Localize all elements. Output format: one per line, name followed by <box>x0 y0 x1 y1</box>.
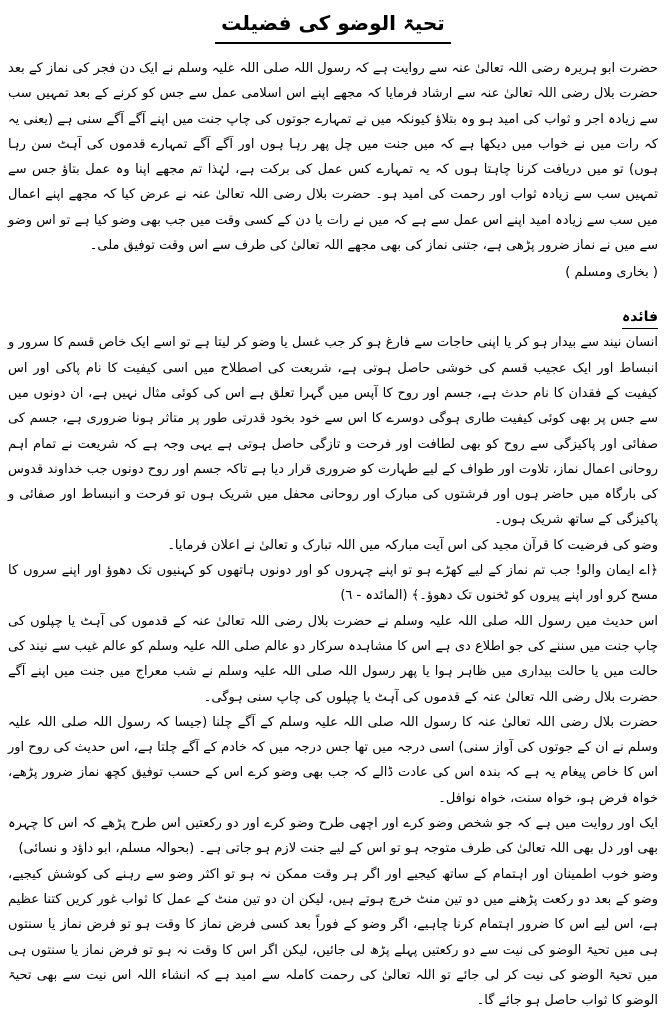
hadith-source: ( بخاری ومسلم ) <box>565 265 658 281</box>
benefit-paragraph-2: وضو کی فرضیت کا قرآن مجید کی اس آیت مبارکہ میں اللہ تبارک و تعالیٰ نے اعلان فرمایا۔ <box>167 537 658 553</box>
title-container <box>8 8 658 52</box>
explanation-paragraph-2: حضرت بلال رضی اللہ تعالیٰ عنہ کا رسول اللہ صلی اللہ علیہ وسلم کے آگے چلنا (جیسا کہ رسول اللہ صلی اللہ علیہ وسلم نے ان کے جوتوں کی آواز سنی) اسی درجہ میں تھا جس درجہ میں کہ خادم کے آگے چلتا ہے، اس حدیث کی روح اور اس کا خاص پیغام یہ ہے کہ بندہ اس کی عادت ڈالے کہ جب بھی وضو کرے اس کے حسب توفیق کچھ نماز ضرور پڑھے، خواہ فرض ہو، خواہ سنت، خواہ نوافل۔ <box>8 714 658 806</box>
hadith-paragraph: حضرت ابو ہریرہ رضی اللہ تعالیٰ عنہ سے روایت ہے کہ رسول اللہ صلی اللہ علیہ وسلم نے ایک دن فجر کی نماز کے بعد حضرت بلال رضی اللہ تعالیٰ عنہ سے ارشاد فرمایا کہ مجھے اپنے اس اسلامی عمل سے جس کو کرنے کے بعد تمہیں سب سے زیادہ اجر و ثواب کی امید ہو وہ بتلاؤ کیونکہ میں نے تمہارے جوتوں کی چاپ جنت میں اپنے آگے آگے سنی ہے (یعنی یہ کہ رات میں نے خواب میں دیکھا ہے کہ میں جنت میں چل پھر رہا ہوں اور آگے آگے تمہارے قدموں کی آہٹ سن رہا ہوں) تو میں دریافت کرنا چاہتا ہوں کہ یہ تمہارے کس عمل کی برکت ہے، لہٰذا تم مجھے اپنا وہ عمل بتاؤ جس سے تمہیں سب سے زیادہ ثواب اور رحمت کی امید ہو۔ حضرت بلال رضی اللہ تعالیٰ عنہ نے عرض کیا کہ مجھے اپنے اعمال میں سب سے زیادہ امید اپنے اس عمل سے ہے کہ میں نے رات یا دن کے کسی وقت میں جب بھی وضو کیا ہے تو اس وضو سے میں نے نماز ضرور پڑھی ہے، جتنی نماز کی بھی مجھے اللہ تعالیٰ کی طرف سے اس وقت توفیق ملی۔ <box>8 61 658 254</box>
advice-paragraph: وضو خوب اطمینان اور اہتمام کے ساتھ کیجیے اور اگر ہر وقت ممکن نہ ہو تو اکثر وضو سے رہنے کی کوشش کیجیے، وضو کے بعد دو رکعت پڑھنے میں دو تین منٹ خرچ ہوتے ہیں، لیکن ان دو تین منٹ کے عمل کا ثواب غور کریں کتنا عظیم ہے، اس لیے اس کا ضرور اہتمام کرنا چاہیے، اگر وضو کے فوراً بعد کسی فرض نماز کا وقت ہو تو فرض نماز یا سنتوں ہی میں تحیۃ الوضو کی نیت سے دو رکعتیں پہلے پڑھ لی جائیں، لیکن اگر اس کا وقت نہ ہو تو فرض نماز یا سنتوں ہی میں تحیۃ الوضو کی نیت کر لی جائے تو اللہ تعالیٰ کی رحمت کاملہ سے امید ہے کہ انشاء اللہ اس نیت سے بھی تحیۃ الوضو کا ثواب حاصل ہو جائے گا۔ <box>8 866 658 1009</box>
explanation-paragraph-1: اس حدیث میں رسول اللہ صلی اللہ علیہ وسلم نے حضرت بلال رضی اللہ تعالیٰ عنہ کے قدموں کی آہٹ یا چپلوں کی چاپ جنت میں سننے کی جو اطلاع دی ہے اس کا مشاہدہ سرکار دو عالم صلی اللہ علیہ وسلم کو عالم غیب سے نیند کی حالت میں یا حالت بیداری میں ظاہر ہوا یا پھر رسول اللہ صلی اللہ علیہ وسلم نے شب معراج میں جنت میں اپنے آگے حضرت بلال رضی اللہ تعالیٰ عنہ کے قدموں کی آہٹ یا چپلوں کی چاپ سنی ہوگی۔ <box>8 613 658 705</box>
page-title: تحیۃ الوضو کی فضیلت <box>215 8 451 44</box>
benefit-paragraph-1: انسان نیند سے بیدار ہو کر یا اپنی حاجات سے فارغ ہو کر جب غسل یا وضو کر لیتا ہے تو اسے ایک خاص قسم کا سرور و انبساط اور ایک عجیب قسم کی خوشی حاصل ہوتی ہے، شریعت کی اصطلاح میں اسی کیفیت کا نام پاکی اور اس کیفیت کے فقدان کا نام حدث ہے، جسم اور روح کا آپس میں گہرا تعلق ہے اس کی کوئی مثال نہیں ہے، ان دونوں میں سے جس پر بھی کوئی کیفیت طاری ہوگی دوسرے کا اس سے خود بخود قدرتی طور پر متاثر ہونا ضروری ہے، جسم کی صفائی اور پاکیزگی سے روح کو بھی لطافت اور فرحت و تازگی حاصل ہوتی ہے یہی وجہ ہے کہ شریعت نے تمام اہم روحانی اعمال نماز، تلاوت اور طواف کے لیے طہارت کو ضروری قرار دیا ہے تاکہ جسم اور روح دونوں جب خداوند قدوس کی بارگاہ میں حاضر ہوں اور فرشتوں کی مبارک اور روحانی محفل میں شریک ہوں تو فرحت و انبساط اور صفائی و پاکیزگی کے ساتھ شریک ہوں۔ <box>8 335 658 528</box>
benefit-heading: فائدہ <box>622 306 658 329</box>
benefit-heading-container <box>8 306 658 330</box>
quran-verse-paragraph: ﴿اے ایمان والو! جب تم نماز کے لیے کھڑے ہو تو اپنے چہروں کو اور دونوں ہاتھوں کو کہنیوں تک دھوؤ اور اپنے سروں کا مسح کرو اور اپنے پیروں کو ٹخنوں تک دھوؤ۔﴾ (المائدہ - ٦) <box>8 563 658 604</box>
narration-paragraph: ایک اور روایت میں ہے کہ جو شخص وضو کرے اور اچھی طرح وضو کرے اور دو رکعتیں اس طرح پڑھے کہ اس کا چہرہ بھی اور دل بھی اللہ تعالیٰ کی طرف متوجہ ہو تو اس کے لیے جنت لازم ہو جاتی ہے۔ (بحوالہ مسلم، ابو داؤد و نسائی) <box>8 816 658 857</box>
